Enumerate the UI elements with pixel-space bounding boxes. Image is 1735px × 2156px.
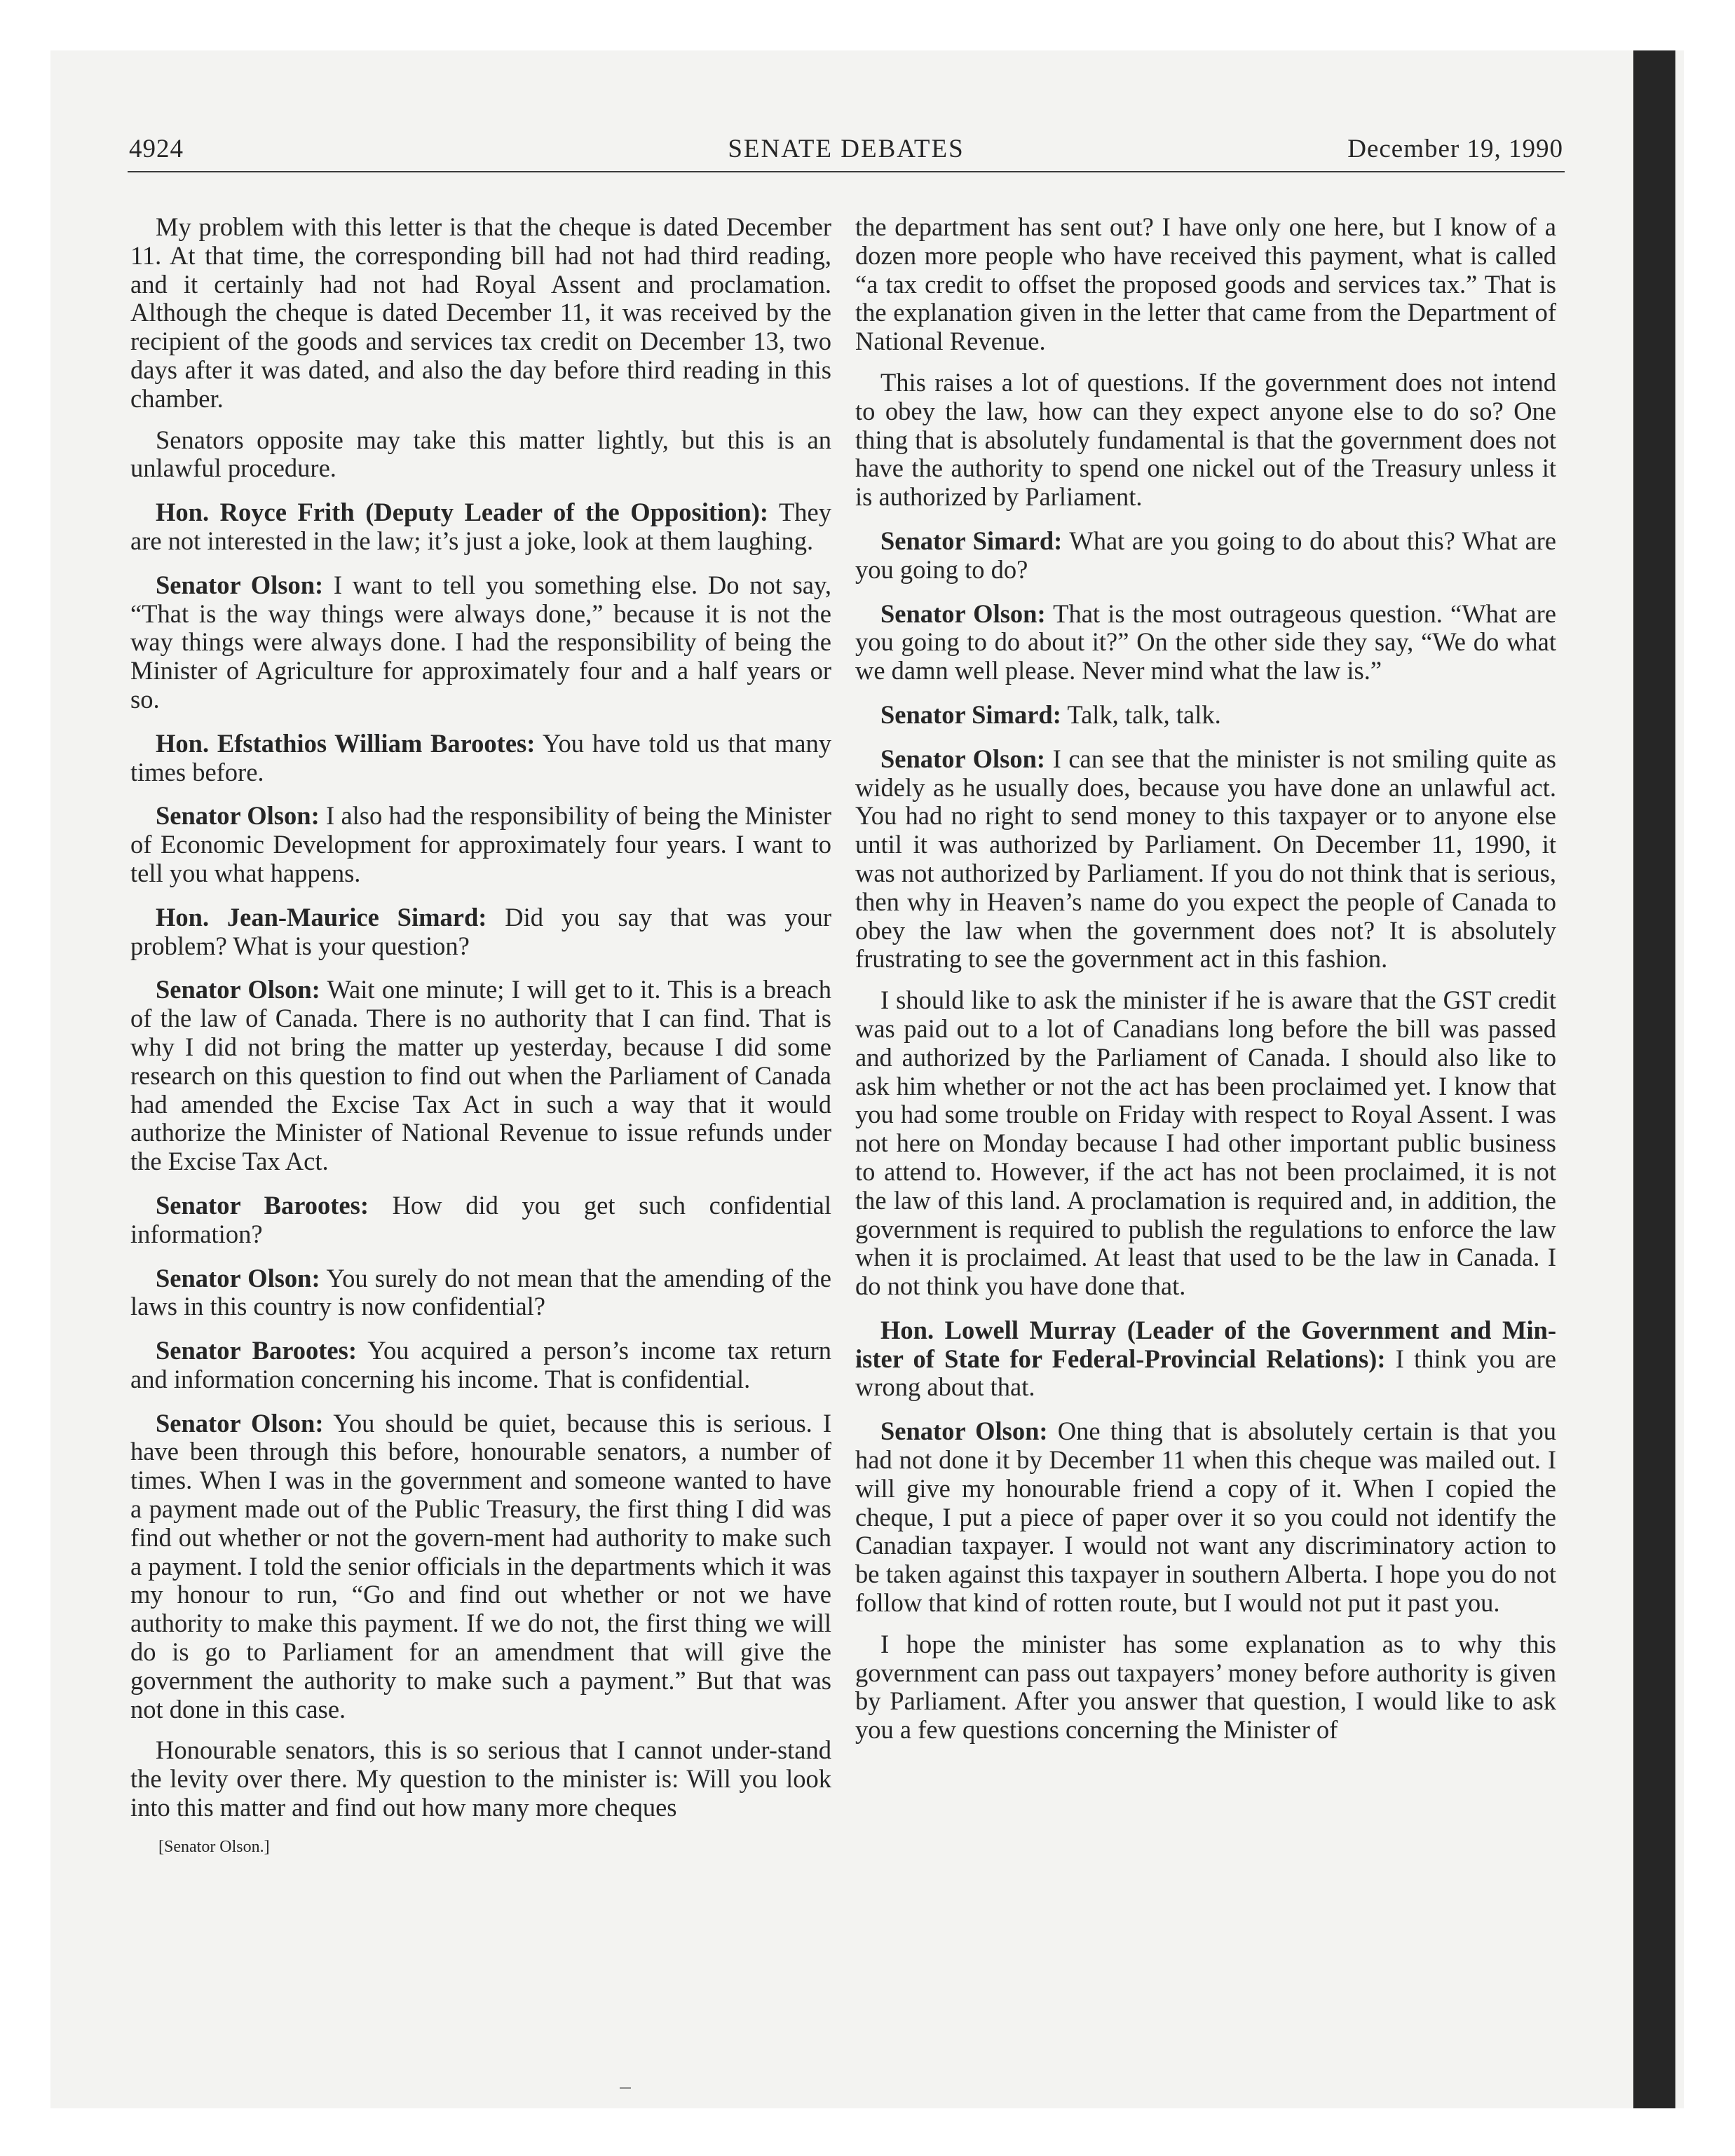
paragraph: [130, 1264, 831, 1322]
paragraph-text: My problem with this letter is that the cheque is dated December 11. At that time, the corresponding bill had not had third reading, and it certainly had not had Royal Assent and proclamation. Although the cheque is dated December 11, it was received by the recipient of the goods and services tax credit on December 13, two days after it was dated, and also the day before third reading in this chamber.: [130, 212, 831, 413]
paragraph: [855, 986, 1556, 1301]
paragraph: [130, 1337, 831, 1394]
speaker-name: Senator Simard:: [880, 700, 1061, 729]
paragraph-text: I should like to ask the minister if he is aware that the GST credit was paid out to a lot of Canadians long before the bill was passed and authorized by the Parliament of Canada. I should also like to ask him whether or not the act has been proclaimed yet. I know that you had some trouble on Friday with respect to Royal Assent. I was not here on Monday because I had other important public business to attend to. However, if the act has not been proclaimed, it is not the law of this land. A proclamation is required and, in addition, the government is required to publish the regulations to enforce the law when it is proclaimed. At least that used to be the law in Canada. I do not think you have done that.: [855, 985, 1556, 1301]
paragraph: [130, 903, 831, 961]
paragraph-text: Senators opposite may take this matter lightly, but this is an unlawful procedure.: [130, 425, 831, 483]
paragraph-text: I hope the minister has some explanation as to why this government can pass out taxpayers’ money before authority is given by Parliament. After you answer that question, I would like to ask you a few questions concerning the Minister of: [855, 1629, 1556, 1745]
paragraph-text: You should be quiet, because this is serious. I have been through this before, honourable senators, a number of times. When I was in the government and someone wanted to have a payment made out of the Public Treasury, the first thing I did was find out whether or not the govern-ment had authority to make such a payment. I told the senior officials in the departments which it was my honour to run, “Go and find out whether or not we have authority to make this payment. If we do not, the first thing we will do is go to Parliament for an amendment that will give the government the authority to make such a payment.” But that was not done in this case.: [130, 1408, 832, 1724]
paragraph: [130, 730, 831, 787]
speaker-name: Senator Olson:: [156, 975, 320, 1004]
paragraph-text: How did you get such confidential information?: [130, 1190, 831, 1248]
paragraph-text: You have told us that many times before.: [130, 728, 832, 786]
paragraph: [855, 600, 1556, 685]
speaker-name: Senator Simard:: [880, 526, 1063, 555]
speaker-name: Hon. Efstathios William Barootes:: [156, 728, 536, 758]
paragraph-text: What are you going to do about this? What are you going to do?: [855, 526, 1556, 584]
paragraph-text: They are not interested in the law; it’s just a joke, look at them laughing.: [130, 498, 831, 555]
speaker-name: Senator Barootes:: [156, 1336, 357, 1365]
paragraph: [130, 571, 831, 714]
issue-date: December 19, 1990: [1347, 135, 1563, 163]
paragraph: [855, 1417, 1556, 1618]
publication-title: SENATE DEBATES: [728, 135, 965, 163]
speaker-name: Senator Olson:: [880, 1417, 1048, 1446]
speaker-name: Senator Olson:: [156, 801, 320, 831]
scan-speck: [620, 2087, 631, 2089]
paragraph-text: I want to tell you something else. Do not say, “That is the way things were always done,” because it is not the way things were always done. I had the responsibility of being the Minister of Agriculture for approximately four and a half years or so.: [130, 570, 831, 714]
speaker-name: Senator Olson:: [156, 1408, 324, 1438]
paragraph: [130, 426, 831, 484]
speaker-name: Senator Olson:: [156, 1263, 320, 1292]
paragraph: [130, 802, 831, 887]
paragraph: [855, 745, 1556, 974]
paragraph: [130, 1736, 831, 1822]
paragraph: [130, 1192, 831, 1249]
paragraph: [855, 701, 1556, 730]
paragraph-text: That is the most outrageous question. “What are you going to do about it?” On the other side they say, “We do what we damn well please. Never mind what the law is.”: [855, 599, 1556, 685]
paragraph: [130, 498, 831, 556]
paragraph-text: the department has sent out? I have only one here, but I know of a dozen more people who have received this payment, what is called “a tax credit to offset the proposed goods and services tax.” That is the explanation given in the letter that came from the Department of National Revenue.: [855, 212, 1556, 356]
speaker-name: Senator Barootes:: [156, 1190, 369, 1220]
paragraph-text: Wait one minute; I will get to it. This is a breach of the law of Canada. There is no authority that I can find. That is why I did not bring the matter up yesterday, because I did some research on this question to find out when the Parliament of Canada had amended the Excise Tax Act in such a way that it would authorize the Minister of National Revenue to issue refunds under the Excise Tax Act.: [130, 975, 831, 1176]
paragraph-text: Talk, talk, talk.: [1061, 700, 1221, 729]
speaker-name: Hon. Lowell Murray (Leader of the Government and Min-ister of State for Federal-Provincial Relations):: [855, 1315, 1556, 1373]
paragraph: [855, 213, 1556, 356]
speaker-name: Senator Olson:: [880, 744, 1046, 773]
paragraph-text: Did you say that was your problem? What is your question?: [130, 902, 832, 960]
paragraph: [855, 1316, 1556, 1402]
scan-edge-shadow: [1633, 50, 1675, 2108]
paragraph: [130, 976, 831, 1176]
speaker-name: Hon. Jean-Maurice Simard:: [156, 902, 487, 932]
paragraph: [130, 1410, 831, 1724]
paragraph: [855, 369, 1556, 512]
right-column: [855, 213, 1556, 1757]
speaker-name: Senator Olson:: [880, 599, 1046, 628]
paragraph-text: This raises a lot of questions. If the government does not intend to obey the law, how can they expect anyone else to do so? One thing that is absolutely fundamental is that the government does not have the authority to spend one nickel out of the Treasury unless it is authorized by Parliament.: [855, 367, 1556, 512]
speaker-name: Hon. Royce Frith (Deputy Leader of the Opposition):: [156, 498, 769, 527]
paragraph-text: I also had the responsibility of being the Minister of Economic Development for approximately four years. I want to tell you what happens.: [130, 801, 831, 887]
left-column: [130, 213, 831, 1857]
running-header: [128, 130, 1565, 172]
speaker-attribution: [Senator Olson.]: [158, 1837, 270, 1856]
paragraph: [855, 1630, 1556, 1745]
speaker-name: Senator Olson:: [156, 570, 324, 599]
paragraph-text: I can see that the minister is not smiling quite as widely as he usually does, because you have done an unlawful act. You had no right to send money to this taxpayer or to anyone else until it was authorized by Parliament. On December 11, 1990, it was not authorized by Parliament. If you do not think that is serious, then why in Heaven’s name do you expect the people of Canada to obey the law when the government does not? It is absolutely frustrating to see the government act in this fashion.: [855, 744, 1556, 974]
paragraph-text: You acquired a person’s income tax return and information concerning his income. That is confidential.: [130, 1336, 831, 1393]
paragraph: [855, 527, 1556, 585]
paragraph-text: You surely do not mean that the amending of the laws in this country is now confidential?: [130, 1263, 831, 1321]
paragraph-text: I think you are wrong about that.: [855, 1344, 1556, 1402]
paragraph-text: Honourable senators, this is so serious that I cannot under-stand the levity over there. My question to the minister is: Will you look into this matter and find out how many more cheques: [130, 1735, 831, 1822]
paragraph-text: One thing that is absolutely certain is that you had not done it by December 11 when this cheque was mailed out. I will give my honourable friend a copy of it. When I copied the cheque, I put a piece of paper over it so you could not identify the Canadian taxpayer. I would not want any discriminatory action to be taken against this taxpayer in southern Alberta. I hope you do not follow that kind of rotten route, but I would not put it past you.: [855, 1417, 1557, 1618]
paragraph: [130, 213, 831, 414]
page-number: 4924: [129, 135, 184, 163]
